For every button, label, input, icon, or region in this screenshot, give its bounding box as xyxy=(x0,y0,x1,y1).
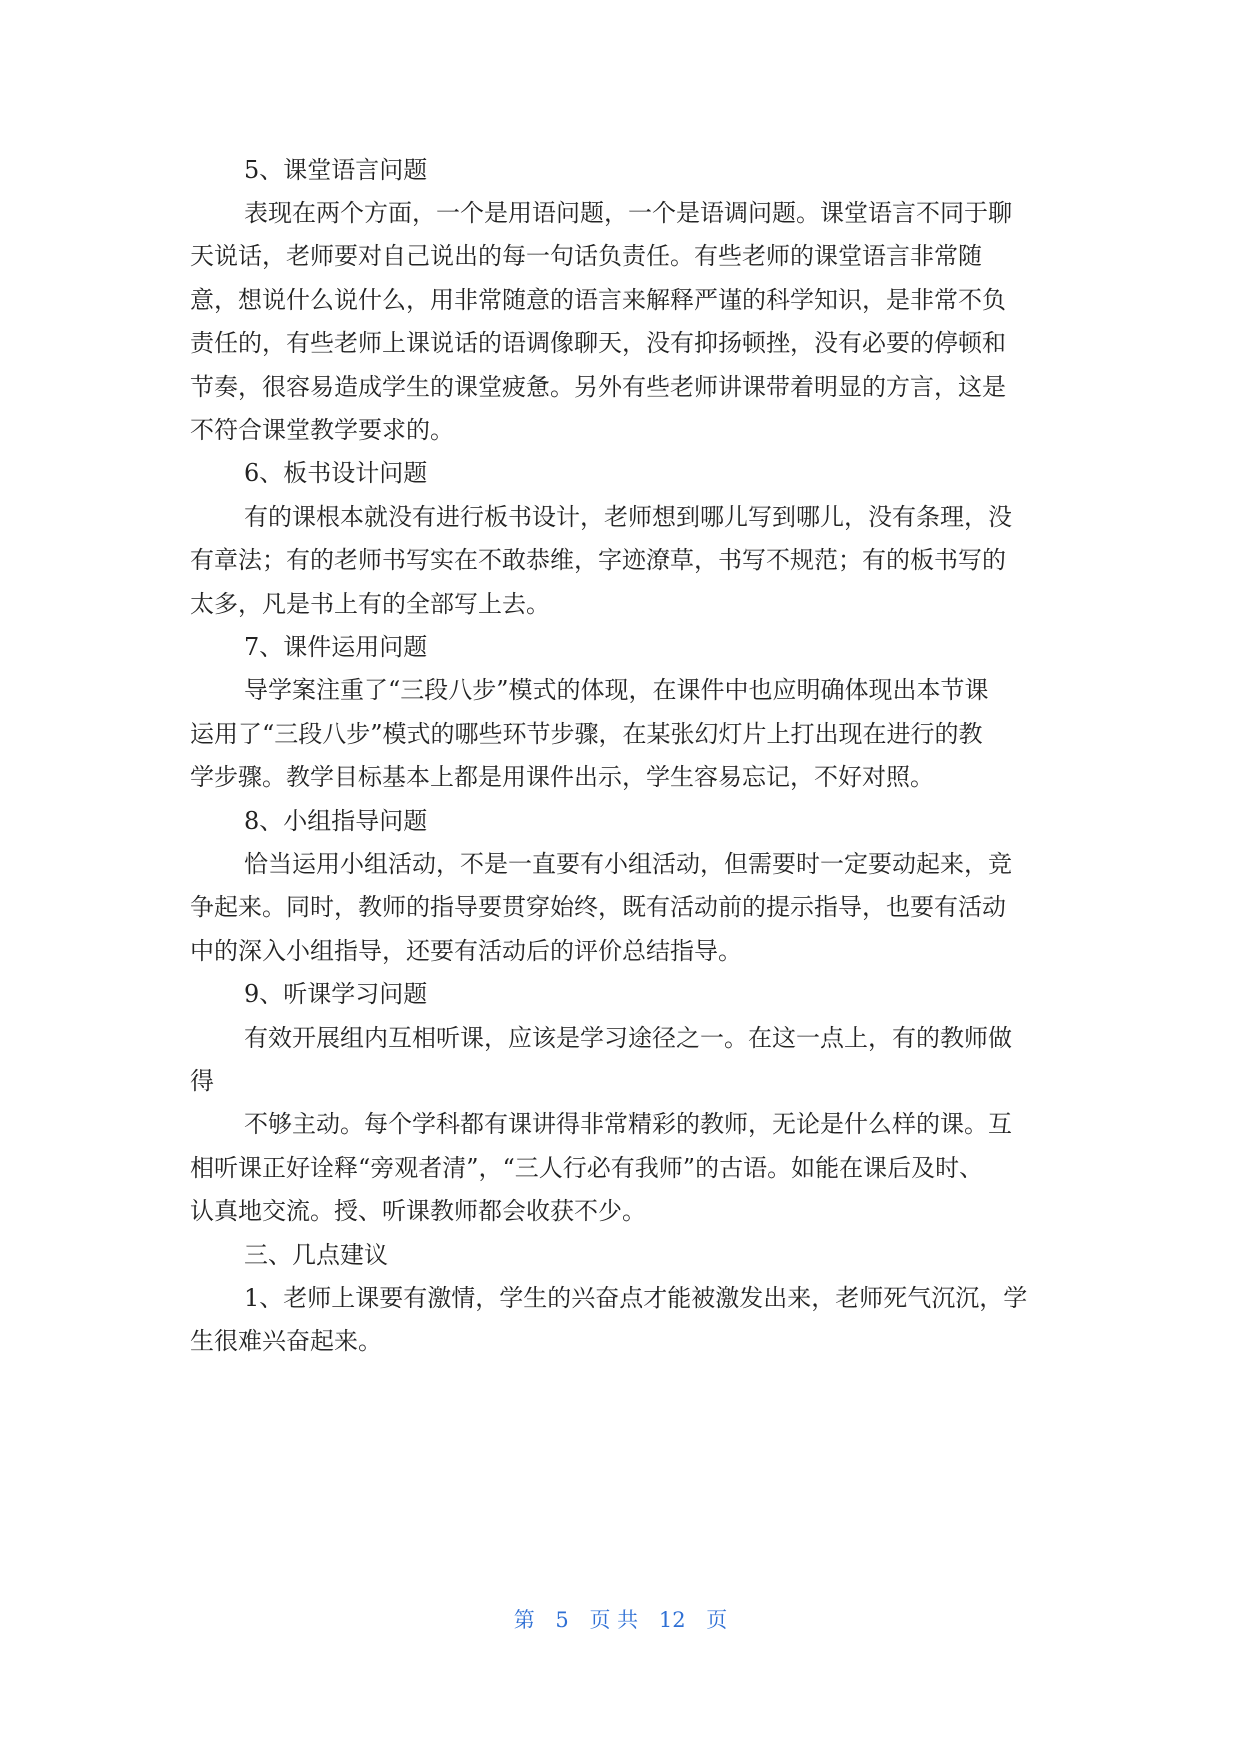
footer-middle: 页 共 xyxy=(589,1608,639,1632)
paragraph-line: 意，想说什么说什么，用非常随意的语言来解释严谨的科学知识，是非常不负 xyxy=(190,286,1006,314)
footer-suffix: 页 xyxy=(706,1608,728,1632)
paragraph-line: 1、老师上课要有激情，学生的兴奋点才能被激发出来，老师死气沉沉，学 xyxy=(244,1284,1028,1312)
paragraph-line: 学步骤。教学目标基本上都是用课件出示，学生容易忘记，不好对照。 xyxy=(190,763,934,791)
page-footer xyxy=(0,1605,1241,1635)
section-heading-3: 三、几点建议 xyxy=(244,1241,388,1269)
paragraph-line: 认真地交流。授、听课教师都会收获不少。 xyxy=(190,1197,646,1225)
heading-6: 6、板书设计问题 xyxy=(244,459,428,487)
heading-7: 7、课件运用问题 xyxy=(244,633,428,661)
paragraph-line: 表现在两个方面，一个是用语问题，一个是语调问题。课堂语言不同于聊 xyxy=(244,199,1012,227)
footer-total-pages: 12 xyxy=(658,1608,686,1632)
paragraph-line: 中的深入小组指导，还要有活动后的评价总结指导。 xyxy=(190,937,742,965)
paragraph-line: 运用了“三段八步”模式的哪些环节步骤，在某张幻灯片上打出现在进行的教 xyxy=(190,720,983,748)
paragraph-line: 导学案注重了“三段八步”模式的体现，在课件中也应明确体现出本节课 xyxy=(244,676,989,704)
paragraph-line: 不符合课堂教学要求的。 xyxy=(190,416,454,444)
paragraph-line: 得 xyxy=(190,1067,214,1095)
heading-5: 5、课堂语言问题 xyxy=(244,156,428,184)
heading-9: 9、听课学习问题 xyxy=(244,980,428,1008)
paragraph-line: 争起来。同时，教师的指导要贯穿始终，既有活动前的提示指导，也要有活动 xyxy=(190,893,1006,921)
paragraph-line: 有的课根本就没有进行板书设计，老师想到哪儿写到哪儿，没有条理，没 xyxy=(244,503,1012,531)
paragraph-line: 相听课正好诠释“旁观者清”，“三人行必有我师”的古语。如能在课后及时、 xyxy=(190,1154,984,1182)
paragraph-line: 责任的，有些老师上课说话的语调像聊天，没有抑扬顿挫，没有必要的停顿和 xyxy=(190,329,1006,357)
footer-prefix: 第 xyxy=(513,1608,535,1632)
paragraph-line: 天说话，老师要对自己说出的每一句话负责任。有些老师的课堂语言非常随 xyxy=(190,242,982,270)
paragraph-line: 太多，凡是书上有的全部写上去。 xyxy=(190,590,550,618)
paragraph-line: 恰当运用小组活动，不是一直要有小组活动，但需要时一定要动起来，竞 xyxy=(244,850,1012,878)
heading-8: 8、小组指导问题 xyxy=(244,807,428,835)
paragraph-line: 有效开展组内互相听课，应该是学习途径之一。在这一点上，有的教师做 xyxy=(244,1024,1012,1052)
paragraph-line: 节奏，很容易造成学生的课堂疲惫。另外有些老师讲课带着明显的方言，这是 xyxy=(190,373,1006,401)
paragraph-line: 生很难兴奋起来。 xyxy=(190,1327,382,1355)
footer-current-page: 5 xyxy=(555,1608,569,1632)
paragraph-line: 有章法；有的老师书写实在不敢恭维，字迹潦草，书写不规范；有的板书写的 xyxy=(190,546,1006,574)
paragraph-line: 不够主动。每个学科都有课讲得非常精彩的教师，无论是什么样的课。互 xyxy=(244,1110,1012,1138)
